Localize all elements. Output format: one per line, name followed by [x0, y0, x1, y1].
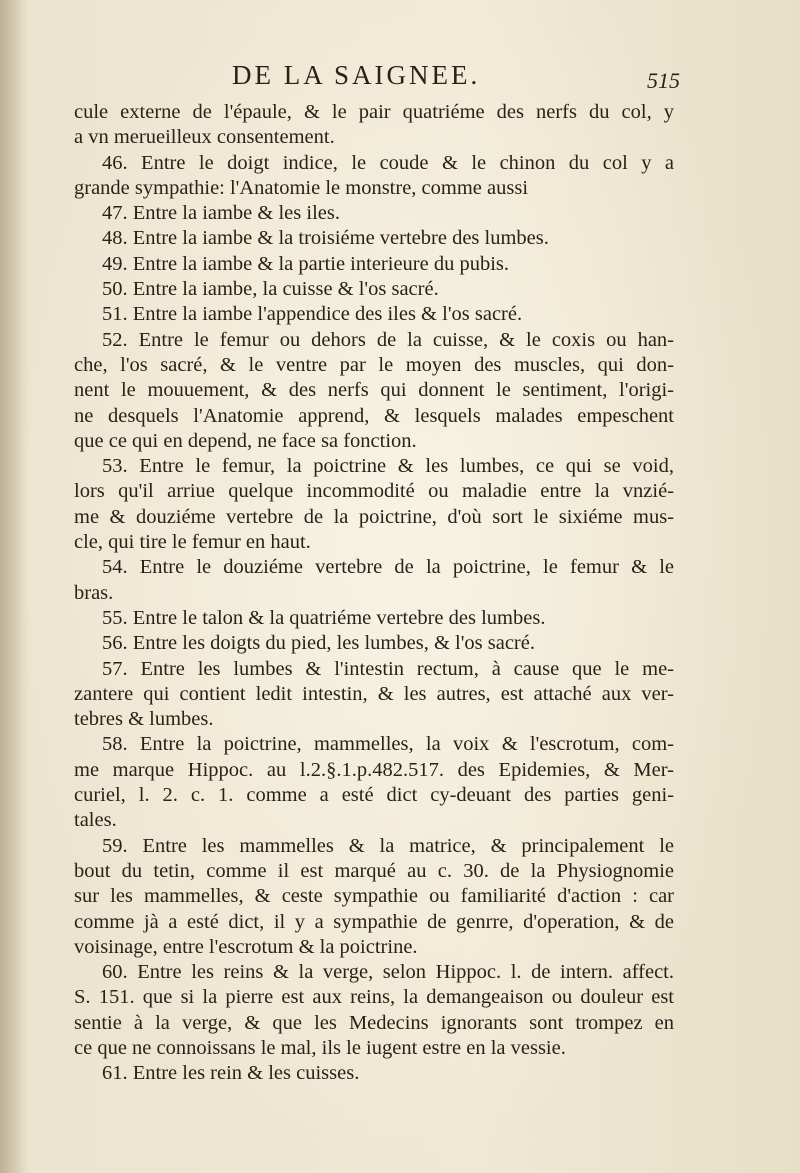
running-title: DE LA SAIGNEE.: [232, 60, 481, 90]
text-line: 59. Entre les mammelles & la matrice, & principalement le: [102, 834, 674, 857]
text-line: me & douziéme vertebre de la poictrine, d'où sort le sixiéme mus-: [74, 505, 674, 528]
text-line: tales.: [74, 809, 117, 832]
text-line: 48. Entre la iambe & la troisiéme vertebre des lumbes.: [102, 227, 549, 250]
text-line: 51. Entre la iambe l'appendice des iles & l'os sacré.: [102, 303, 523, 326]
text-line: 46. Entre le doigt indice, le coude & le chinon du col y a: [102, 151, 674, 174]
text-line: zantere qui contient ledit intestin, & les autres, est attaché aux ver-: [74, 682, 674, 705]
text-line: 57. Entre les lumbes & l'intestin rectum, à cause que le me-: [102, 657, 674, 680]
text-line: 47. Entre la iambe & les iles.: [102, 202, 340, 225]
text-line: 49. Entre la iambe & la partie interieure du pubis.: [102, 252, 510, 275]
text-line: 54. Entre le douziéme vertebre de la poictrine, le femur & le: [102, 556, 674, 579]
text-line: 55. Entre le talon & la quatriéme vertebre des lumbes.: [102, 606, 546, 629]
text-line: tebres & lumbes.: [74, 708, 214, 731]
text-line: cle, qui tire le femur en haut.: [74, 531, 311, 554]
text-line: 58. Entre la poictrine, mammelles, la voix & l'escrotum, com-: [102, 733, 674, 756]
text-line: 60. Entre les reins & la verge, selon Hippoc. l. de intern. affect.: [102, 961, 674, 984]
text-line: me marque Hippoc. au l.2.§.1.p.482.517. des Epidemies, & Mer-: [74, 758, 674, 781]
text-line: voisinage, entre l'escrotum & la poictrine.: [74, 935, 418, 958]
text-line: 56. Entre les doigts du pied, les lumbes, & l'os sacré.: [102, 632, 535, 655]
text-block: [74, 100, 674, 1087]
text-line: bout du tetin, comme il est marqué au c. 30. de la Physiognomie: [74, 859, 674, 882]
page-header: [232, 60, 692, 100]
text-line: bras.: [74, 581, 114, 604]
text-line: S. 151. que si la pierre est aux reins, la demangeaison ou douleur est: [74, 986, 674, 1009]
gutter-shadow: [0, 0, 26, 1173]
page-number: 515: [647, 68, 680, 93]
text-line: que ce qui en depend, ne face sa fonction.: [74, 429, 417, 452]
text-line: 61. Entre les rein & les cuisses.: [102, 1062, 360, 1085]
text-line: curiel, l. 2. c. 1. comme a esté dict cy-deuant des parties geni-: [74, 784, 674, 807]
text-line: ne desquels l'Anatomie apprend, & lesquels malades empeschent: [74, 404, 674, 427]
text-line: 50. Entre la iambe, la cuisse & l'os sacré.: [102, 278, 439, 301]
text-line: 53. Entre le femur, la poictrine & les lumbes, ce qui se void,: [102, 455, 674, 478]
text-line: sur les mammelles, & ceste sympathie ou familiarité d'action : car: [74, 885, 674, 908]
text-line: lors qu'il arriue quelque incommodité ou maladie entre la vnzié-: [74, 480, 674, 503]
text-line: che, l'os sacré, & le ventre par le moyen des muscles, qui don-: [74, 353, 674, 376]
text-line: a vn merueilleux consentement.: [74, 126, 335, 149]
text-line: sentie à la verge, & que les Medecins ignorants sont trompez en: [74, 1011, 674, 1034]
text-line: grande sympathie: l'Anatomie le monstre, comme aussi: [74, 176, 529, 199]
text-line: cule externe de l'épaule, & le pair quatriéme des nerfs du col, y: [74, 101, 674, 123]
text-line: ce que ne connoissans le mal, ils le iugent estre en la vessie.: [74, 1036, 566, 1059]
text-line: nent le mouuement, & des nerfs qui donnent le sentiment, l'origi-: [74, 379, 674, 402]
text-line: comme jà a esté dict, il y a sympathie de genrre, d'operation, & de: [74, 910, 674, 933]
text-line: 52. Entre le femur ou dehors de la cuisse, & le coxis ou han-: [102, 328, 674, 351]
